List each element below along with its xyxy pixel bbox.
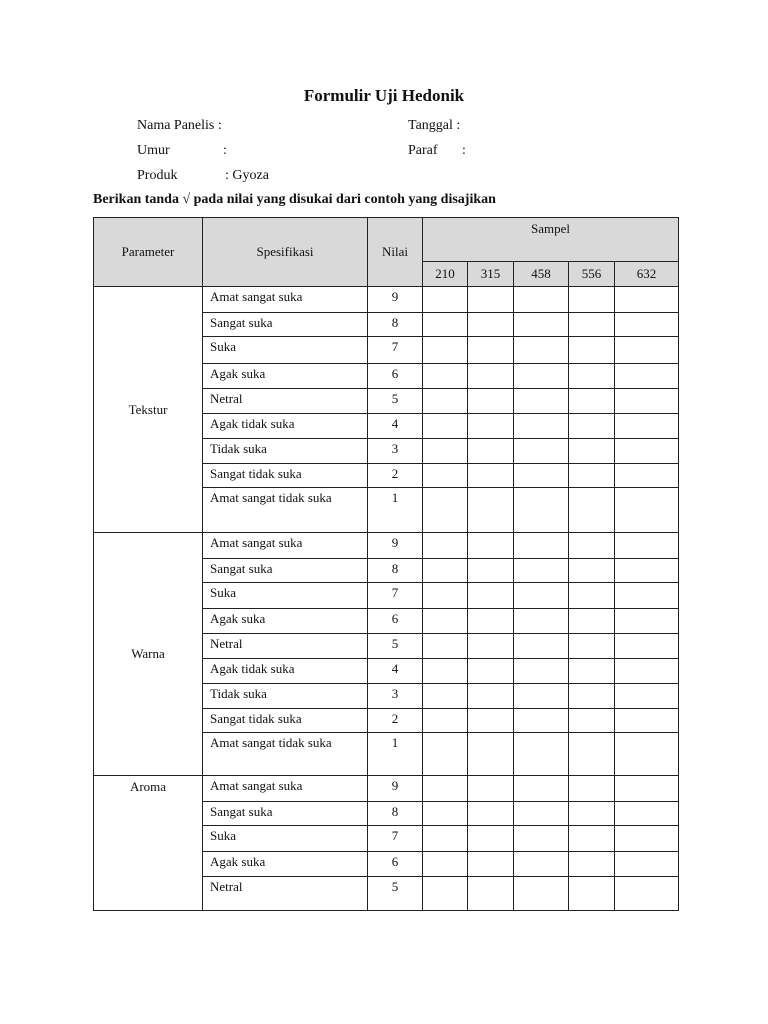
sample-checkbox-cell[interactable]	[569, 313, 615, 337]
nilai-cell: 7	[368, 826, 423, 852]
sample-checkbox-cell[interactable]	[423, 826, 468, 852]
spesifikasi-cell: Amat sangat tidak suka	[203, 488, 368, 533]
sample-checkbox-cell[interactable]	[514, 533, 569, 559]
spesifikasi-cell: Sangat suka	[203, 559, 368, 583]
sample-checkbox-cell[interactable]	[615, 826, 679, 852]
nilai-cell: 9	[368, 533, 423, 559]
sample-checkbox-cell[interactable]	[468, 414, 514, 439]
sample-checkbox-cell[interactable]	[423, 802, 468, 826]
instruction-text: Berikan tanda √ pada nilai yang disukai dari contoh yang disajikan	[93, 192, 496, 207]
table-row	[94, 776, 679, 802]
sample-checkbox-cell[interactable]	[569, 389, 615, 414]
nilai-cell: 2	[368, 464, 423, 488]
sample-checkbox-cell[interactable]	[514, 389, 569, 414]
sample-checkbox-cell[interactable]	[615, 684, 679, 709]
sample-code: 556	[569, 262, 615, 287]
sample-checkbox-cell[interactable]	[569, 659, 615, 684]
spesifikasi-cell: Agak suka	[203, 609, 368, 634]
sample-checkbox-cell[interactable]	[615, 313, 679, 337]
spesifikasi-cell: Amat sangat suka	[203, 533, 368, 559]
sample-checkbox-cell[interactable]	[569, 634, 615, 659]
produk-label: Produk	[137, 168, 178, 183]
sample-checkbox-cell[interactable]	[514, 313, 569, 337]
nilai-cell: 1	[368, 488, 423, 533]
sample-checkbox-cell[interactable]	[423, 337, 468, 364]
sample-checkbox-cell[interactable]	[569, 337, 615, 364]
umur-label: Umur	[137, 143, 170, 158]
sample-checkbox-cell[interactable]	[468, 389, 514, 414]
sample-checkbox-cell[interactable]	[615, 287, 679, 313]
sample-checkbox-cell[interactable]	[514, 776, 569, 802]
spesifikasi-cell: Amat sangat suka	[203, 776, 368, 802]
sample-checkbox-cell[interactable]	[423, 659, 468, 684]
nilai-cell: 6	[368, 609, 423, 634]
spesifikasi-cell: Netral	[203, 634, 368, 659]
nilai-cell: 9	[368, 776, 423, 802]
sample-checkbox-cell[interactable]	[468, 533, 514, 559]
sample-checkbox-cell[interactable]	[615, 364, 679, 389]
sample-checkbox-cell[interactable]	[423, 634, 468, 659]
sample-checkbox-cell[interactable]	[468, 364, 514, 389]
paraf-colon: :	[462, 143, 466, 158]
sample-checkbox-cell[interactable]	[615, 733, 679, 776]
sample-checkbox-cell[interactable]	[569, 583, 615, 609]
sample-checkbox-cell[interactable]	[423, 287, 468, 313]
sample-checkbox-cell[interactable]	[514, 488, 569, 533]
sample-checkbox-cell[interactable]	[615, 337, 679, 364]
header-spesifikasi: Spesifikasi	[203, 218, 368, 287]
nilai-cell: 6	[368, 364, 423, 389]
nama-panelis-label: Nama Panelis :	[137, 118, 222, 133]
sample-checkbox-cell[interactable]	[468, 634, 514, 659]
spesifikasi-cell: Tidak suka	[203, 439, 368, 464]
sample-checkbox-cell[interactable]	[514, 634, 569, 659]
nilai-cell: 2	[368, 709, 423, 733]
sample-checkbox-cell[interactable]	[615, 709, 679, 733]
sample-checkbox-cell[interactable]	[514, 464, 569, 488]
sample-checkbox-cell[interactable]	[615, 533, 679, 559]
sample-checkbox-cell[interactable]	[569, 802, 615, 826]
sample-checkbox-cell[interactable]	[514, 877, 569, 911]
sample-checkbox-cell[interactable]	[468, 583, 514, 609]
sample-checkbox-cell[interactable]	[514, 826, 569, 852]
sample-checkbox-cell[interactable]	[514, 364, 569, 389]
spesifikasi-cell: Sangat suka	[203, 313, 368, 337]
sample-checkbox-cell[interactable]	[468, 877, 514, 911]
sample-checkbox-cell[interactable]	[468, 337, 514, 364]
sample-checkbox-cell[interactable]	[615, 583, 679, 609]
table-row	[94, 287, 679, 313]
sample-checkbox-cell[interactable]	[569, 852, 615, 877]
sample-checkbox-cell[interactable]	[514, 852, 569, 877]
sample-checkbox-cell[interactable]	[423, 609, 468, 634]
table-row	[94, 533, 679, 559]
sample-checkbox-cell[interactable]	[569, 364, 615, 389]
sample-checkbox-cell[interactable]	[569, 733, 615, 776]
sample-checkbox-cell[interactable]	[569, 709, 615, 733]
nilai-cell: 5	[368, 877, 423, 911]
sample-checkbox-cell[interactable]	[615, 802, 679, 826]
sample-checkbox-cell[interactable]	[569, 776, 615, 802]
sample-checkbox-cell[interactable]	[514, 287, 569, 313]
nilai-cell: 5	[368, 389, 423, 414]
sample-checkbox-cell[interactable]	[468, 684, 514, 709]
sample-checkbox-cell[interactable]	[423, 414, 468, 439]
sample-checkbox-cell[interactable]	[615, 389, 679, 414]
produk-value: : Gyoza	[225, 168, 269, 183]
sample-code: 315	[468, 262, 514, 287]
umur-colon: :	[223, 143, 227, 158]
sample-checkbox-cell[interactable]	[569, 414, 615, 439]
sample-checkbox-cell[interactable]	[615, 439, 679, 464]
sample-checkbox-cell[interactable]	[615, 634, 679, 659]
sample-code: 632	[615, 262, 679, 287]
sample-checkbox-cell[interactable]	[468, 488, 514, 533]
sample-checkbox-cell[interactable]	[514, 659, 569, 684]
sample-checkbox-cell[interactable]	[514, 583, 569, 609]
nilai-cell: 8	[368, 559, 423, 583]
parameter-cell: Aroma	[94, 776, 203, 911]
sample-checkbox-cell[interactable]	[468, 709, 514, 733]
spesifikasi-cell: Agak tidak suka	[203, 659, 368, 684]
sample-checkbox-cell[interactable]	[514, 609, 569, 634]
spesifikasi-cell: Agak tidak suka	[203, 414, 368, 439]
sample-checkbox-cell[interactable]	[615, 852, 679, 877]
nilai-cell: 6	[368, 852, 423, 877]
sample-checkbox-cell[interactable]	[615, 559, 679, 583]
sample-checkbox-cell[interactable]	[569, 684, 615, 709]
nilai-cell: 7	[368, 583, 423, 609]
sample-checkbox-cell[interactable]	[569, 488, 615, 533]
sample-checkbox-cell[interactable]	[468, 559, 514, 583]
sample-checkbox-cell[interactable]	[423, 583, 468, 609]
sample-checkbox-cell[interactable]	[615, 659, 679, 684]
spesifikasi-cell: Sangat tidak suka	[203, 464, 368, 488]
spesifikasi-cell: Sangat tidak suka	[203, 709, 368, 733]
sample-checkbox-cell[interactable]	[569, 826, 615, 852]
header-parameter: Parameter	[94, 218, 203, 287]
sample-checkbox-cell[interactable]	[423, 776, 468, 802]
spesifikasi-cell: Tidak suka	[203, 684, 368, 709]
sample-checkbox-cell[interactable]	[423, 464, 468, 488]
sample-checkbox-cell[interactable]	[615, 877, 679, 911]
sample-checkbox-cell[interactable]	[615, 464, 679, 488]
form-title: Formulir Uji Hedonik	[303, 86, 465, 105]
sample-checkbox-cell[interactable]	[468, 802, 514, 826]
paraf-label: Paraf	[408, 143, 438, 158]
sample-checkbox-cell[interactable]	[514, 439, 569, 464]
spesifikasi-cell: Suka	[203, 337, 368, 364]
spesifikasi-cell: Suka	[203, 583, 368, 609]
sample-checkbox-cell[interactable]	[423, 439, 468, 464]
nilai-cell: 8	[368, 313, 423, 337]
sample-checkbox-cell[interactable]	[615, 414, 679, 439]
sample-checkbox-cell[interactable]	[514, 733, 569, 776]
spesifikasi-cell: Suka	[203, 826, 368, 852]
sample-checkbox-cell[interactable]	[468, 313, 514, 337]
nilai-cell: 3	[368, 439, 423, 464]
sample-code: 458	[514, 262, 569, 287]
nilai-cell: 4	[368, 659, 423, 684]
sample-checkbox-cell[interactable]	[423, 533, 468, 559]
sample-checkbox-cell[interactable]	[468, 464, 514, 488]
sample-checkbox-cell[interactable]	[423, 709, 468, 733]
sample-checkbox-cell[interactable]	[423, 733, 468, 776]
nilai-cell: 7	[368, 337, 423, 364]
nilai-cell: 3	[368, 684, 423, 709]
sample-checkbox-cell[interactable]	[423, 684, 468, 709]
sample-checkbox-cell[interactable]	[423, 559, 468, 583]
sample-checkbox-cell[interactable]	[423, 389, 468, 414]
sample-checkbox-cell[interactable]	[514, 802, 569, 826]
hedonic-table	[93, 217, 679, 911]
nilai-cell: 9	[368, 287, 423, 313]
sample-checkbox-cell[interactable]	[468, 609, 514, 634]
sample-checkbox-cell[interactable]	[423, 877, 468, 911]
sample-checkbox-cell[interactable]	[423, 852, 468, 877]
spesifikasi-cell: Sangat suka	[203, 802, 368, 826]
sample-checkbox-cell[interactable]	[569, 439, 615, 464]
sample-checkbox-cell[interactable]	[468, 287, 514, 313]
sample-checkbox-cell[interactable]	[569, 533, 615, 559]
sample-checkbox-cell[interactable]	[468, 852, 514, 877]
nilai-cell: 1	[368, 733, 423, 776]
sample-checkbox-cell[interactable]	[615, 609, 679, 634]
spesifikasi-cell: Amat sangat tidak suka	[203, 733, 368, 776]
sample-checkbox-cell[interactable]	[514, 414, 569, 439]
tanggal-label: Tanggal :	[408, 118, 461, 133]
header-nilai: Nilai	[368, 218, 423, 287]
nilai-cell: 5	[368, 634, 423, 659]
nilai-cell: 8	[368, 802, 423, 826]
sample-checkbox-cell[interactable]	[569, 609, 615, 634]
parameter-cell: Tekstur	[94, 287, 203, 533]
sample-checkbox-cell[interactable]	[468, 776, 514, 802]
sample-code: 210	[423, 262, 468, 287]
sample-checkbox-cell[interactable]	[615, 488, 679, 533]
spesifikasi-cell: Netral	[203, 877, 368, 911]
spesifikasi-cell: Agak suka	[203, 852, 368, 877]
sample-checkbox-cell[interactable]	[569, 559, 615, 583]
sample-checkbox-cell[interactable]	[514, 337, 569, 364]
sample-checkbox-cell[interactable]	[423, 313, 468, 337]
sample-checkbox-cell[interactable]	[468, 826, 514, 852]
sample-checkbox-cell[interactable]	[468, 439, 514, 464]
sample-checkbox-cell[interactable]	[569, 877, 615, 911]
sample-checkbox-cell[interactable]	[569, 287, 615, 313]
nilai-cell: 4	[368, 414, 423, 439]
sample-checkbox-cell[interactable]	[468, 733, 514, 776]
parameter-cell: Warna	[94, 533, 203, 776]
sample-checkbox-cell[interactable]	[514, 684, 569, 709]
sample-checkbox-cell[interactable]	[514, 709, 569, 733]
sample-checkbox-cell[interactable]	[615, 776, 679, 802]
spesifikasi-cell: Agak suka	[203, 364, 368, 389]
spesifikasi-cell: Netral	[203, 389, 368, 414]
sample-checkbox-cell[interactable]	[468, 659, 514, 684]
sample-checkbox-cell[interactable]	[569, 464, 615, 488]
sample-checkbox-cell[interactable]	[423, 488, 468, 533]
spesifikasi-cell: Amat sangat suka	[203, 287, 368, 313]
header-sampel: Sampel	[423, 218, 679, 262]
sample-checkbox-cell[interactable]	[514, 559, 569, 583]
sample-checkbox-cell[interactable]	[423, 364, 468, 389]
